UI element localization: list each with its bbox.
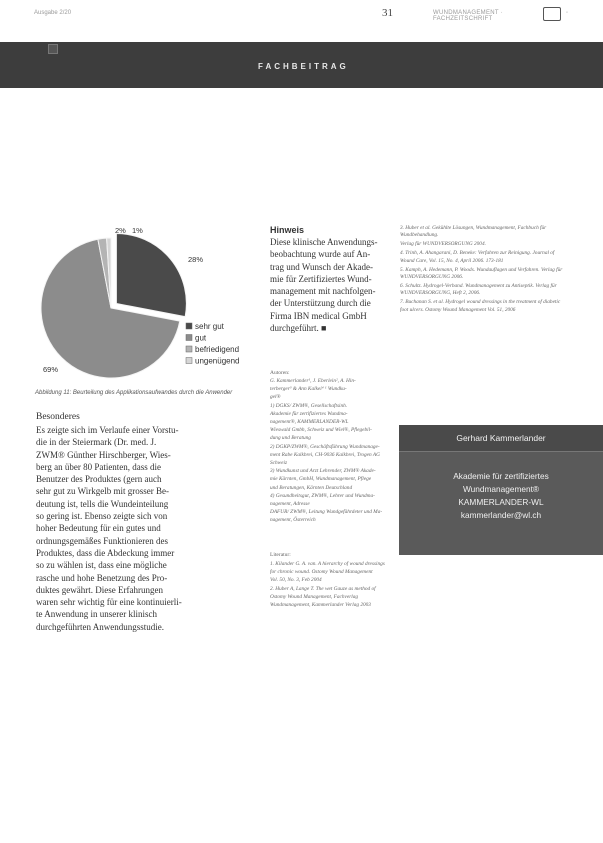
autoren-line: ment Rabe Kalkbrei, CH-9036 Kalkbrei, Trogen AG	[270, 451, 380, 458]
reference-item: 4. Trinh, A. Ahangarani, D. Beneke: Verfahren zur Reinigung. Journal of Wound Care, Vol. 15, No. 4, April 2006. 173-181	[400, 250, 555, 264]
literatur-label: Literatur:	[270, 552, 291, 558]
author-box	[399, 425, 603, 555]
author-name: Gerhard Kammerlander	[456, 433, 546, 443]
legend-label: befriedigend	[195, 345, 240, 354]
literatur-line: Wundmanagement, Kammerlander Verlag 2003	[270, 602, 371, 609]
legend-swatch	[186, 335, 192, 341]
right-references	[400, 225, 566, 315]
author-email[interactable]: kammerlander@wl.ch	[460, 510, 542, 520]
body-line: Produktes, dass die Abdeckung immer	[36, 547, 175, 558]
autoren-line: nagement, Adresse	[270, 501, 310, 508]
literatur-line: 1. Kilander G. A. van. A hierarchy of wound dressings	[270, 561, 385, 567]
autoren-line: nagement, Österreich	[270, 517, 316, 524]
hinweis-line: beobachtung wurde auf An-	[270, 249, 371, 260]
pie-chart-figure	[33, 220, 263, 390]
section-band	[0, 42, 603, 88]
autoren-line: terberger³ & Ann Kalkei⁴ ¹ Wundku-	[270, 386, 347, 393]
author-line-2: Wundmanagement®	[462, 484, 540, 494]
hinweis-line: management mit nachfolgen-	[270, 286, 376, 297]
besonderes-heading: Besonderes	[36, 412, 80, 422]
reference-item: Verlag für WUNDVERSORGUNG 2004.	[400, 241, 486, 248]
legend-label: ungenügend	[195, 356, 240, 366]
body-line: Es zeigte sich im Verlaufe einer Vorstu-	[36, 425, 179, 435]
autoren-line: mie Kärnten, GmbH, Wundmanagement, Pflege	[270, 476, 372, 483]
legend-swatch	[186, 358, 192, 364]
pie-data-label: 69%	[43, 365, 59, 374]
body-line: rasche und hohe Benetzung des Pro-	[36, 572, 168, 583]
literatur-line: 2. Huber A, Lange T. The wet Gauze as method of	[270, 585, 376, 592]
corner-square-icon	[48, 44, 58, 54]
pie-data-label: 28%	[188, 255, 204, 264]
literatur-list	[270, 561, 394, 610]
author-details	[399, 452, 603, 522]
legend-label: gut	[195, 333, 207, 343]
hinweis-heading: Hinweis	[270, 225, 305, 235]
section-label: FACHBEITRAG	[258, 62, 349, 71]
literatur-line: Vol. 50, No. 3, Feb 2004	[270, 577, 322, 584]
body-line: hoher Bedeutung für ein gutes und	[36, 523, 161, 534]
body-line: ZWM® Günther Hirschberger, Wies-	[36, 449, 171, 460]
legend-swatch	[186, 323, 192, 329]
body-line: berg an über 80 Patienten, dass die	[36, 461, 162, 472]
autoren-line: nagement®, KAMMERLANDER-WL	[270, 419, 349, 426]
pie-slice-sehr-gut	[116, 234, 186, 317]
hinweis-line: Firma IBN medical GmbH	[270, 310, 367, 321]
autoren-line: dung und Beratung	[270, 435, 311, 442]
body-line: duktes gewährt. Diese Erfahrungen	[36, 584, 163, 595]
autoren-line: und Beratungen, Kärnten Deutschland	[270, 484, 353, 491]
body-line: die in der Steiermark (Dr. med. J.	[36, 437, 157, 448]
hinweis-body	[270, 236, 388, 334]
header-right-mark: ◦	[566, 10, 569, 16]
hinweis-line: durchgeführt. ■	[270, 323, 327, 334]
hinweis-line: trag und Wunsch der Akade-	[270, 261, 373, 272]
autoren-line: 1) DGKS/ ZWM®, Gesellschaftsinh.	[270, 402, 348, 409]
body-line: sehr gut zu Wirkgelb mit grosser Be-	[36, 486, 169, 497]
reference-item: 3. Huber et al. Gekühlte Lösungen, Wundmanagement, Fachbuch für Wundbehandlung.	[400, 225, 547, 239]
pie-data-label: 2%	[115, 226, 126, 235]
body-line: so gering ist. Ebenso zeigte sich von	[36, 511, 168, 522]
autoren-line: 3) Wundkunst und Arzt Lehrender, ZWM® Akade-	[270, 468, 376, 475]
left-column-body	[36, 424, 262, 633]
autoren-list	[270, 378, 394, 526]
literatur-line: for chronic wound. Ostomy Wound Management	[270, 569, 373, 576]
autoren-line: Akademie für zertifiziertes Wundma-	[270, 410, 348, 417]
body-line: deutung ist, tells die Wundeinteilung	[36, 498, 169, 509]
author-line-3: KAMMERLANDER-WL	[458, 497, 544, 507]
reference-item: 6. Schultz. Hydrogel-Verband. Wundmanagement zu Antiseptik. Verlag für WUNDVERSORGUNG, Heft 2, 2006.	[400, 282, 557, 297]
hinweis-line: Diese klinische Anwendungs-	[270, 237, 378, 247]
autoren-line: 4) Gesundheitsgut, ZWM®, Lehrer und Wundma-	[270, 492, 375, 499]
autoren-line: DAFUR/ ZWM®, Leitung Wundgefährdeter und Ma-	[270, 509, 383, 516]
autoren-line: gel®	[270, 394, 281, 401]
hinweis-line: der Unterstützung durch die	[270, 298, 371, 309]
page-number: 31	[382, 7, 393, 19]
literatur-line: Ostomy Wound Management, Fachverlag	[270, 593, 359, 600]
body-line: durchgeführten Anwendungsstudie.	[36, 621, 164, 632]
reference-item: 7. Buchanan S. et al. Hydrogel wound dressings in the treatment of diabetic foot ulcers. Ostomy Wound Management Vol. 51, 2006	[400, 299, 561, 313]
header-left-text: Ausgabe 2/20	[34, 10, 72, 16]
body-line: ordnungsgemäßes Funktionieren des	[36, 535, 168, 546]
autoren-line: Schweiz	[270, 460, 288, 467]
pie-chart	[33, 220, 263, 390]
header-right-text: WUNDMANAGEMENT · FACHZEITSCHRIFT	[433, 10, 504, 22]
body-line: so zu wählen ist, dass eine mögliche	[36, 560, 167, 571]
body-line: Benutzer des Produktes (gern auch	[36, 474, 162, 485]
author-line-1: Akademie für zertifiziertes	[453, 471, 549, 481]
body-line: te Anwendung in unserer klinisch	[36, 609, 157, 620]
author-box-header	[399, 425, 603, 452]
legend-swatch	[186, 346, 192, 352]
pie-data-label: 1%	[132, 226, 143, 235]
legend-label: sehr gut	[195, 322, 224, 331]
autoren-line: Wieswald Gmbh, Schweiz und Wiel®, Pflegebil-	[270, 427, 372, 434]
journal-logo-icon	[543, 7, 561, 21]
reference-item: 5. Kamph, A. Hedemann, P. Woods. Wundauflagen und Verfahren. Verlag für WUNDVERSORGUNG 2006.	[400, 266, 563, 280]
hinweis-line: mie für Zertifiziertes Wund-	[270, 273, 372, 284]
autoren-line: G. Kammerlander¹, J. Eberlein², A. Hin-	[270, 378, 356, 384]
figure-caption: Abbildung 11: Beurteilung des Applikationsaufwandes durch die Anwender	[35, 390, 233, 396]
autoren-label: Autoren:	[270, 370, 290, 376]
body-line: waren sehr wichtig für eine kontinuierli-	[36, 597, 182, 608]
autoren-line: 2) DGKP/ZWM®, Geschäftsführung Wundmanage-	[270, 443, 380, 450]
